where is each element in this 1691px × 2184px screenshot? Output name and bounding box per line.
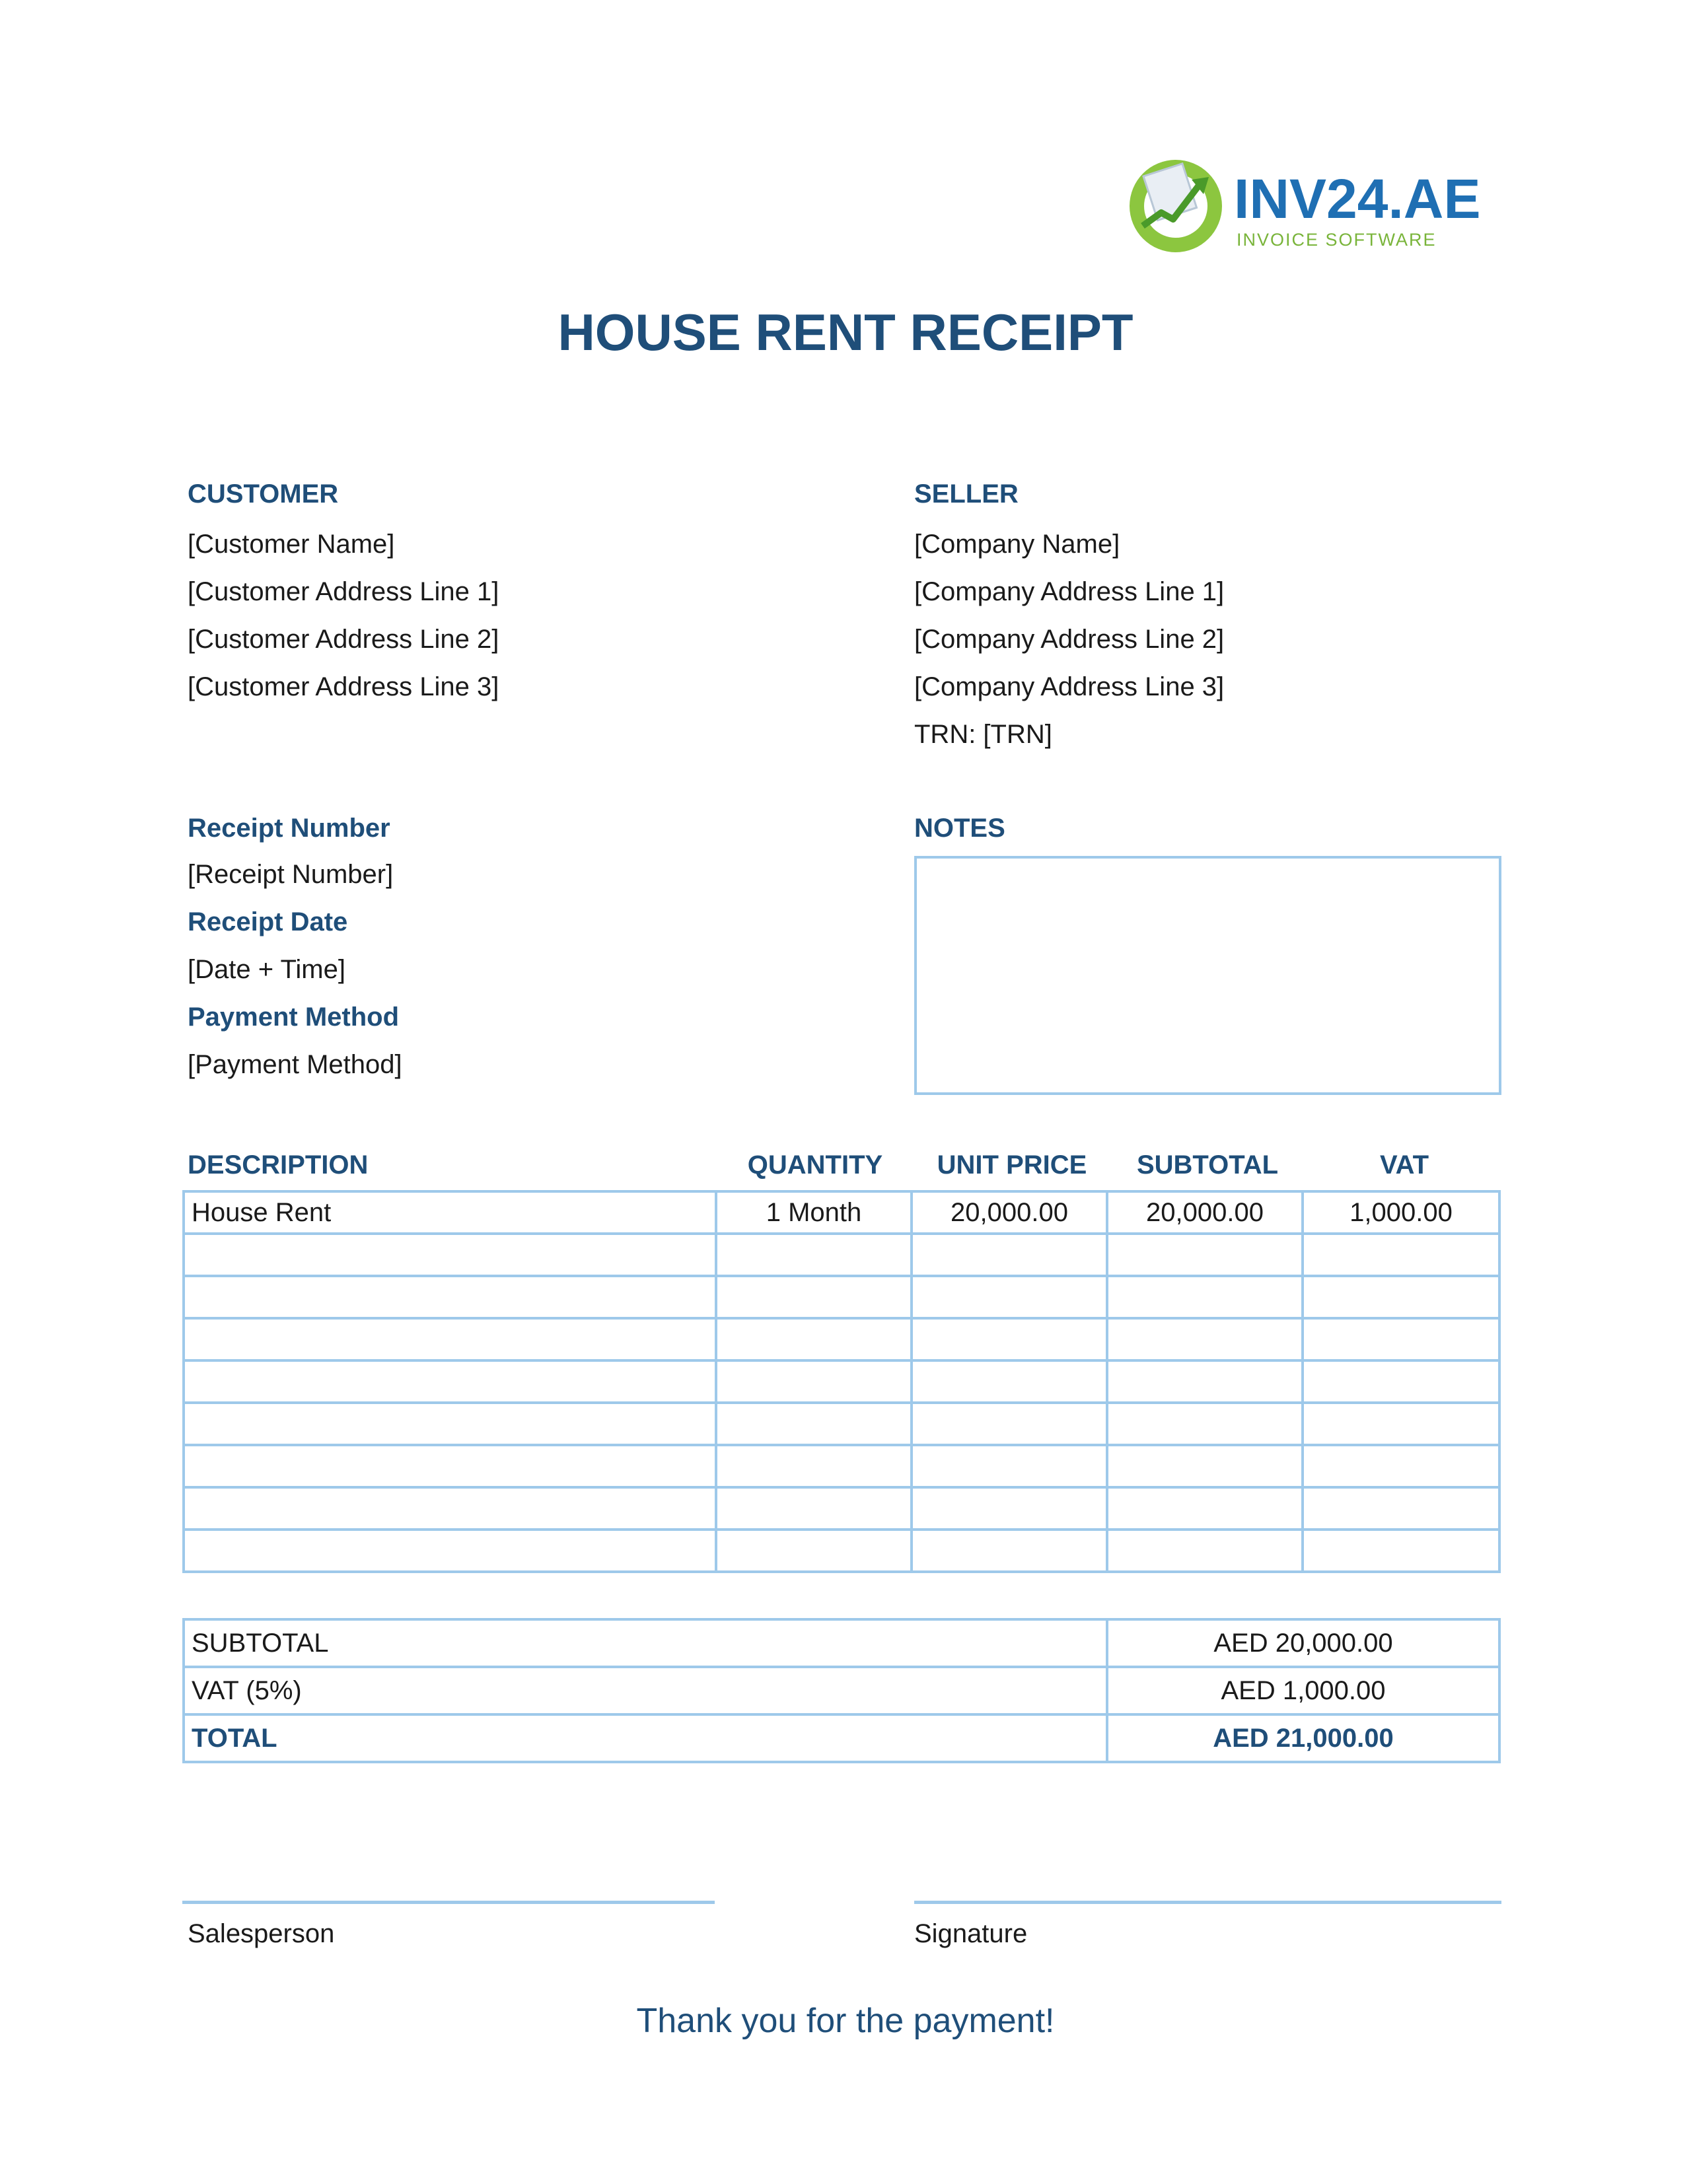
payment-method-label: Payment Method (188, 1003, 400, 1032)
cell-vat[interactable] (1303, 1487, 1499, 1530)
col-header-subtotal: SUBTOTAL (1136, 1150, 1279, 1180)
cell-description[interactable] (184, 1276, 716, 1318)
seller-heading: SELLER (914, 479, 1019, 509)
cell-vat[interactable]: 1,000.00 (1303, 1191, 1499, 1234)
cell-unit-price[interactable] (912, 1403, 1107, 1445)
cell-description[interactable] (184, 1360, 716, 1403)
salesperson-signature-line[interactable] (182, 1901, 715, 1904)
logo-tagline: INVOICE SOFTWARE (1237, 230, 1437, 250)
customer-address-1: [Customer Address Line 1] (188, 577, 499, 606)
cell-quantity[interactable]: 1 Month (716, 1191, 912, 1234)
table-row (184, 1530, 1499, 1572)
notes-box[interactable] (914, 856, 1501, 1095)
col-header-vat: VAT (1379, 1150, 1429, 1180)
cell-quantity[interactable] (716, 1318, 912, 1360)
receipt-number-label: Receipt Number (188, 814, 390, 843)
table-row (184, 1360, 1499, 1403)
cell-description[interactable] (184, 1318, 716, 1360)
cell-unit-price[interactable] (912, 1360, 1107, 1403)
customer-address-2: [Customer Address Line 2] (188, 625, 499, 654)
cell-vat[interactable] (1303, 1360, 1499, 1403)
salesperson-label: Salesperson (188, 1919, 335, 1948)
cell-description[interactable] (184, 1530, 716, 1572)
cell-quantity[interactable] (716, 1276, 912, 1318)
vat-row (184, 1667, 1499, 1714)
total-label: TOTAL (184, 1714, 1107, 1762)
cell-description[interactable] (184, 1445, 716, 1487)
customer-name: [Customer Name] (188, 530, 395, 559)
signature-label: Signature (914, 1919, 1028, 1948)
cell-quantity[interactable] (716, 1445, 912, 1487)
cell-subtotal[interactable] (1107, 1234, 1303, 1276)
subtotal-value: AED 20,000.00 (1107, 1619, 1499, 1667)
table-row (184, 1403, 1499, 1445)
receipt-number-value: [Receipt Number] (188, 860, 394, 889)
signature-line[interactable] (914, 1901, 1501, 1904)
cell-subtotal[interactable] (1107, 1403, 1303, 1445)
customer-address-3: [Customer Address Line 3] (188, 672, 499, 701)
cell-description[interactable] (184, 1234, 716, 1276)
cell-unit-price[interactable] (912, 1445, 1107, 1487)
cell-subtotal[interactable] (1107, 1318, 1303, 1360)
table-row (184, 1191, 1499, 1234)
cell-description[interactable] (184, 1487, 716, 1530)
vat-label: VAT (5%) (184, 1667, 1107, 1714)
table-row (184, 1234, 1499, 1276)
cell-vat[interactable] (1303, 1403, 1499, 1445)
total-row (184, 1714, 1499, 1762)
cell-unit-price[interactable] (912, 1318, 1107, 1360)
notes-heading: NOTES (914, 814, 1005, 843)
items-table (182, 1190, 1501, 1573)
cell-unit-price[interactable] (912, 1234, 1107, 1276)
cell-vat[interactable] (1303, 1530, 1499, 1572)
cell-subtotal[interactable] (1107, 1487, 1303, 1530)
cell-unit-price[interactable]: 20,000.00 (912, 1191, 1107, 1234)
seller-block (914, 520, 1224, 758)
thank-you-message: Thank you for the payment! (636, 2002, 1055, 2040)
cell-subtotal[interactable] (1107, 1276, 1303, 1318)
cell-description[interactable] (184, 1403, 716, 1445)
cell-vat[interactable] (1303, 1234, 1499, 1276)
company-name: [Company Name] (914, 530, 1120, 559)
cell-vat[interactable] (1303, 1445, 1499, 1487)
receipt-date-value: [Date + Time] (188, 955, 345, 984)
cell-subtotal[interactable] (1107, 1360, 1303, 1403)
cell-subtotal[interactable]: 20,000.00 (1107, 1191, 1303, 1234)
cell-quantity[interactable] (716, 1403, 912, 1445)
table-row (184, 1445, 1499, 1487)
customer-block (188, 520, 499, 711)
company-trn: TRN: [TRN] (914, 720, 1052, 749)
cell-quantity[interactable] (716, 1487, 912, 1530)
cell-description[interactable]: House Rent (184, 1191, 716, 1234)
col-header-quantity: QUANTITY (747, 1150, 883, 1180)
page-title: HOUSE RENT RECEIPT (558, 303, 1133, 361)
company-address-1: [Company Address Line 1] (914, 577, 1225, 606)
payment-method-value: [Payment Method] (188, 1050, 402, 1079)
cell-vat[interactable] (1303, 1276, 1499, 1318)
company-address-2: [Company Address Line 2] (914, 625, 1225, 654)
cell-quantity[interactable] (716, 1234, 912, 1276)
table-row (184, 1276, 1499, 1318)
cell-quantity[interactable] (716, 1530, 912, 1572)
company-address-3: [Company Address Line 3] (914, 672, 1225, 701)
receipt-date-label: Receipt Date (188, 907, 348, 936)
col-header-description: DESCRIPTION (188, 1150, 369, 1180)
cell-subtotal[interactable] (1107, 1530, 1303, 1572)
table-row (184, 1487, 1499, 1530)
cell-subtotal[interactable] (1107, 1445, 1303, 1487)
cell-unit-price[interactable] (912, 1487, 1107, 1530)
customer-heading: CUSTOMER (188, 479, 339, 509)
table-row (184, 1318, 1499, 1360)
subtotal-row (184, 1619, 1499, 1667)
logo-brand: INV24.AE (1234, 168, 1481, 230)
cell-quantity[interactable] (716, 1360, 912, 1403)
subtotal-label: SUBTOTAL (184, 1619, 1107, 1667)
totals-table (182, 1618, 1501, 1763)
cell-unit-price[interactable] (912, 1530, 1107, 1572)
col-header-unit-price: UNIT PRICE (937, 1150, 1087, 1180)
cell-unit-price[interactable] (912, 1276, 1107, 1318)
total-value: AED 21,000.00 (1107, 1714, 1499, 1762)
company-logo (1123, 152, 1481, 264)
cell-vat[interactable] (1303, 1318, 1499, 1360)
vat-value: AED 1,000.00 (1107, 1667, 1499, 1714)
